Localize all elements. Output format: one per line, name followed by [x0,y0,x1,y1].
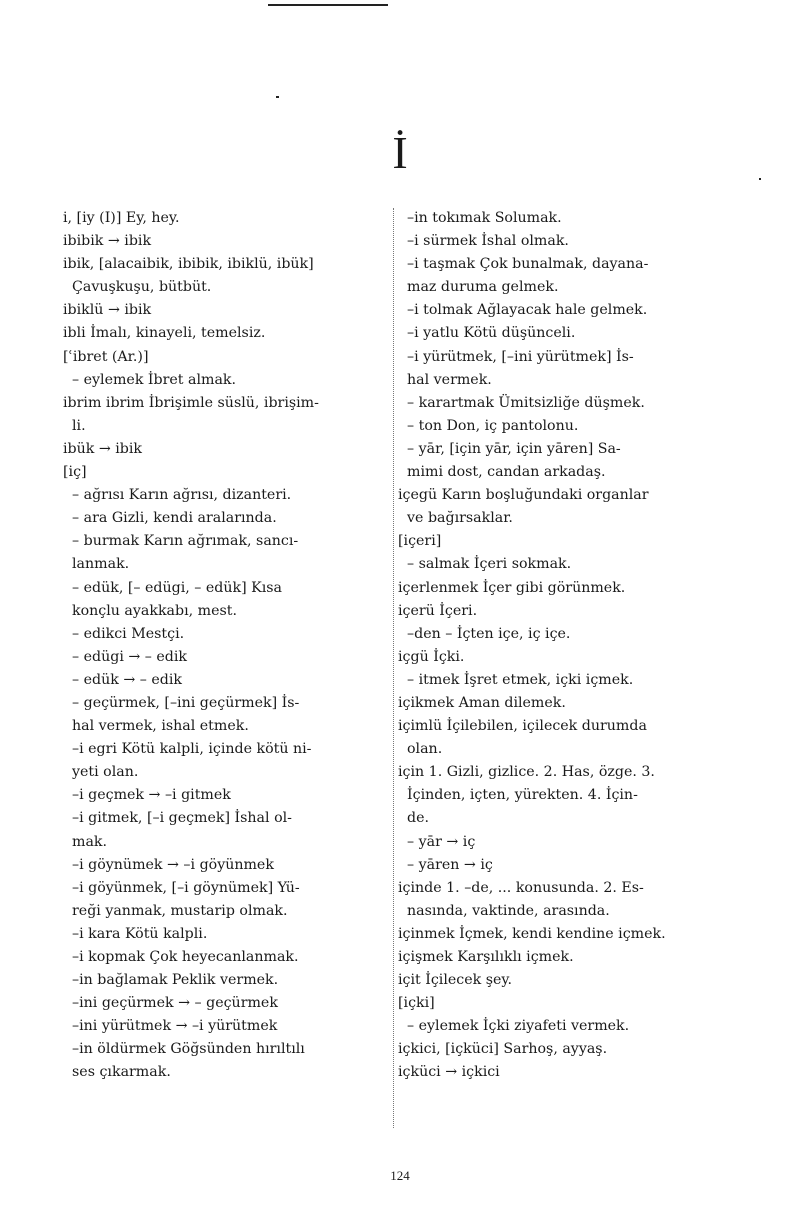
dictionary-line: –i kara Kötü kalpli. [63,925,208,942]
dictionary-line: ibibik → ibik [63,233,152,250]
dictionary-line: – edük → – edik [63,671,182,688]
dictionary-line: –ini yürütmek → –i yürütmek [63,1018,278,1035]
dictionary-line: içinde 1. –de, ... konusunda. 2. Es- [398,879,644,896]
dictionary-line: içkici, [içküci] Sarhoş, ayyaş. [398,1041,608,1058]
dictionary-line: içit İçilecek şey. [398,972,513,989]
dictionary-line: – ağrısı Karın ağrısı, dizanteri. [63,487,292,504]
dictionary-line: – burmak Karın ağrımak, sancı- [63,533,299,550]
dictionary-line: ibik, [alacaibik, ibibik, ibiklü, ibük] [63,256,314,273]
dictionary-line: de. [398,810,430,827]
dictionary-line: [içki] [398,995,435,1012]
dictionary-line: ses çıkarmak. [63,1064,171,1081]
dictionary-line: içerlenmek İçer gibi görünmek. [398,579,626,596]
dictionary-line: –i sürmek İshal olmak. [398,233,569,250]
dictionary-line: – edikci Mestçi. [63,625,185,642]
dictionary-line: –i gitmek, [–i geçmek] İshal ol- [63,810,292,827]
dictionary-line: – eylemek İbret almak. [63,371,237,388]
dictionary-line: [içeri] [398,533,442,550]
dictionary-line: –i göyünmek, [–i göynümek] Yü- [63,879,300,896]
dictionary-line: İçinden, içten, yürekten. 4. İçin- [398,787,638,804]
dictionary-line: olan. [398,741,443,758]
dictionary-line: [iç] [63,464,87,481]
dictionary-line: yeti olan. [63,764,139,781]
dictionary-line: – yāren → iç [398,856,493,873]
dictionary-line: –i egri Kötü kalpli, içinde kötü ni- [63,741,312,758]
dictionary-line: –i kopmak Çok heyecanlanmak. [63,949,299,965]
section-letter-heading: İ [392,127,408,178]
dictionary-line: i, [iy (I)] Ey, hey. [63,210,180,226]
dictionary-line: ibük → ibik [63,440,143,457]
dictionary-line: –i geçmek → –i gitmek [63,787,231,804]
dictionary-line: içküci → içkici [398,1064,500,1081]
dictionary-line: içikmek Aman dilemek. [398,694,566,711]
dictionary-line: ibiklü → ibik [63,302,152,319]
dictionary-line: için 1. Gizli, gizlice. 2. Has, özge. 3. [398,764,655,781]
dictionary-line: içişmek Karşılıklı içmek. [398,949,574,965]
dictionary-line: hal vermek, ishal etmek. [63,718,249,735]
dictionary-line: ve bağırsaklar. [398,510,513,527]
dictionary-line: –den – İçten içe, iç içe. [398,625,571,642]
dictionary-line: lanmak. [63,556,130,573]
scan-artifact-dot [759,178,761,180]
dictionary-line: –i göynümek → –i göyünmek [63,856,274,873]
dictionary-line: nasında, vaktinde, arasında. [398,902,610,919]
dictionary-line: –i yatlu Kötü düşünceli. [398,325,576,342]
dictionary-line: –ini geçürmek → – geçürmek [63,995,278,1012]
dictionary-line: li. [63,417,86,434]
dictionary-line: – karartmak Ümitsizliğe düşmek. [398,394,645,411]
dictionary-line: – ara Gizli, kendi aralarında. [63,510,277,527]
dictionary-line: ibli İmalı, kinayeli, temelsiz. [63,325,266,342]
dictionary-line: ibrim ibrim İbrişimle süslü, ibrişim- [63,394,319,411]
dictionary-line: – geçürmek, [–ini geçürmek] İs- [63,694,300,711]
dictionary-line: –in bağlamak Peklik vermek. [63,972,279,989]
dictionary-line: hal vermek. [398,371,492,388]
dictionary-line: –i tolmak Ağlayacak hale gelmek. [398,302,648,319]
dictionary-line: – edügi → – edik [63,648,187,665]
dictionary-line: – eylemek İçki ziyafeti vermek. [398,1018,630,1035]
dictionary-line: mak. [63,833,108,850]
dictionary-line: – edük, [– edügi, – edük] Kısa [63,579,282,596]
scan-artifact-dot [276,96,279,98]
dictionary-line: konçlu ayakkabı, mest. [63,602,237,619]
dictionary-line: – ton Don, iç pantolonu. [398,417,579,434]
right-column [398,207,738,1085]
dictionary-line: –i taşmak Çok bunalmak, dayana- [398,256,649,273]
scan-artifact-top [268,4,388,6]
dictionary-line: maz duruma gelmek. [398,279,559,296]
dictionary-line: içinmek İçmek, kendi kendine içmek. [398,925,666,942]
dictionary-line: içimlü İçilebilen, içilecek durumda [398,718,647,735]
dictionary-line: –in tokımak Solumak. [398,210,562,226]
dictionary-line: [ʿibret (Ar.)] [63,348,149,365]
dictionary-line: –i yürütmek, [–ini yürütmek] İs- [398,348,634,365]
dictionary-line: reği yanmak, mustarip olmak. [63,902,288,919]
dictionary-line: içgü İçki. [398,648,465,665]
dictionary-line: Çavuşkuşu, bütbüt. [63,279,212,296]
dictionary-line: mimi dost, candan arkadaş. [398,464,606,481]
page-number: 124 [390,1168,410,1183]
dictionary-line: içerü İçeri. [398,602,478,619]
left-column [63,207,403,1085]
dictionary-line: – salmak İçeri sokmak. [398,556,572,573]
dictionary-line: – yār → iç [398,833,476,850]
dictionary-line: içegü Karın boşluğundaki organlar [398,487,649,504]
dictionary-line: – yār, [için yār, için yāren] Sa- [398,440,621,457]
dictionary-line: – itmek İşret etmek, içki içmek. [398,671,634,688]
column-divider [393,208,394,1128]
dictionary-line: –in öldürmek Göğsünden hırıltılı [63,1041,305,1058]
